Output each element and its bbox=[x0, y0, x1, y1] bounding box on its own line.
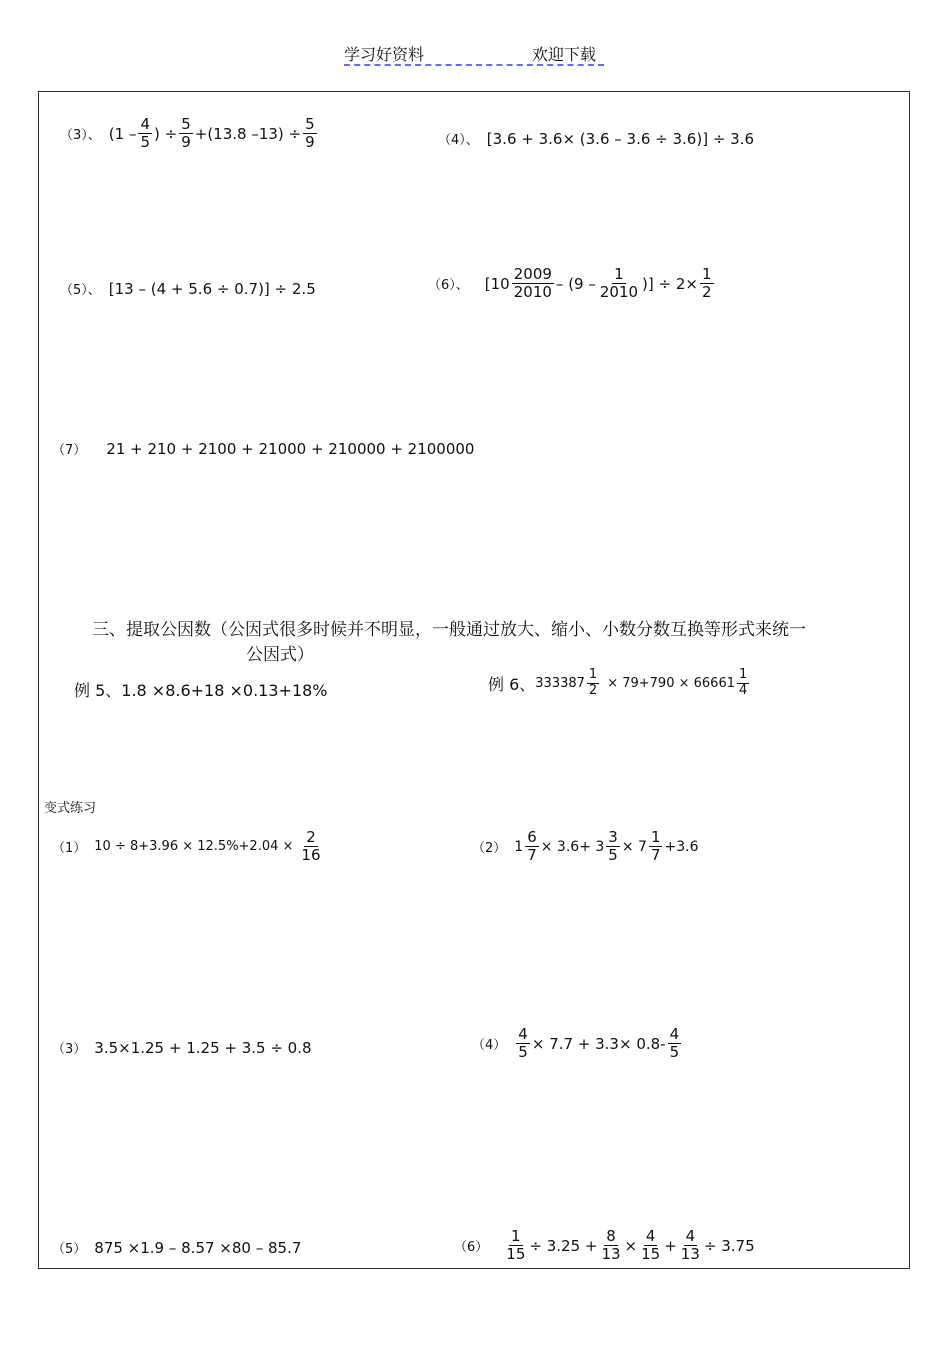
problem-6 bbox=[428, 266, 716, 302]
expr-part: 333387 bbox=[535, 675, 585, 691]
fraction bbox=[504, 1228, 527, 1264]
problem-label: （6）、 bbox=[428, 278, 469, 294]
section-3-title: 三、提取公因数（公因式很多时候并不明显，一般通过放大、缩小、小数分数互换等形式来统一 bbox=[92, 620, 806, 640]
numerator: 2 bbox=[306, 828, 316, 846]
variant-6 bbox=[454, 1228, 755, 1264]
problem-label: （2） bbox=[472, 841, 507, 857]
problem-5 bbox=[60, 279, 316, 298]
fraction bbox=[737, 668, 749, 699]
numerator: 1 bbox=[588, 667, 598, 682]
problem-label: （1） bbox=[52, 841, 87, 857]
fraction bbox=[606, 829, 620, 865]
numerator: 1 bbox=[701, 265, 712, 283]
denominator: 5 bbox=[140, 133, 150, 152]
variant-practice-title: 变式练习 bbox=[44, 801, 97, 816]
section-3-title-cont: 公因式） bbox=[246, 645, 314, 665]
expression: 875 ×1.9 – 8.57 ×80 – 85.7 bbox=[94, 1238, 302, 1257]
expression: [13 – (4 + 5.6 ÷ 0.7)] ÷ 2.5 bbox=[108, 279, 316, 298]
expression: 21 + 210 + 2100 + 21000 + 210000 + 2100000 bbox=[106, 439, 475, 458]
fraction bbox=[639, 1228, 662, 1264]
denominator: 16 bbox=[301, 846, 321, 865]
numerator: 1 bbox=[511, 1227, 521, 1245]
example-6 bbox=[488, 668, 751, 699]
numerator: 4 bbox=[645, 1227, 656, 1245]
numerator: 6 bbox=[527, 828, 537, 846]
fraction bbox=[299, 829, 322, 865]
numerator: 5 bbox=[181, 115, 191, 133]
denominator: 2010 bbox=[513, 283, 552, 302]
expr-part: × 7.7 + 3.3× 0.8- bbox=[531, 1034, 666, 1053]
problem-label: （6） bbox=[454, 1240, 489, 1256]
denominator: 7 bbox=[527, 846, 537, 865]
expr-part: 10 ÷ 8+3.96 × 12.5%+2.04 × bbox=[94, 839, 294, 855]
expr-part: × bbox=[624, 1236, 638, 1255]
variant-2 bbox=[472, 829, 698, 865]
variant-4 bbox=[472, 1026, 683, 1062]
variant-5 bbox=[52, 1238, 301, 1257]
fraction bbox=[598, 266, 640, 302]
fraction bbox=[525, 829, 539, 865]
denominator: 15 bbox=[506, 1245, 526, 1264]
problem-7 bbox=[52, 439, 474, 458]
example-label: 例 6、 bbox=[488, 674, 536, 694]
numerator: 4 bbox=[518, 1025, 528, 1043]
expr-part: × 3.6+ 3 bbox=[540, 838, 605, 855]
expr-part: × 79+790 × 66661 bbox=[607, 675, 735, 691]
expr-part: +3.6 bbox=[664, 838, 699, 855]
fraction bbox=[668, 1026, 682, 1062]
fraction bbox=[138, 116, 152, 152]
expr-part: [10 bbox=[484, 274, 510, 293]
problem-label: （3）、 bbox=[60, 128, 101, 144]
expr-part: )] ÷ 2× bbox=[642, 274, 698, 293]
fraction bbox=[512, 266, 554, 302]
page-header bbox=[344, 42, 604, 66]
problem-3 bbox=[60, 116, 319, 152]
denominator: 2 bbox=[588, 682, 598, 698]
fraction bbox=[649, 829, 663, 865]
numerator: 2009 bbox=[513, 265, 552, 283]
problem-label: （3） bbox=[52, 1042, 87, 1057]
fraction bbox=[587, 668, 599, 699]
fraction bbox=[303, 116, 317, 152]
numerator: 5 bbox=[305, 115, 315, 133]
denominator: 2 bbox=[701, 283, 712, 302]
expr-part: ÷ 3.25 + bbox=[529, 1236, 598, 1255]
expr-part: 1 bbox=[514, 838, 524, 855]
fraction bbox=[700, 266, 714, 302]
expression: [3.6 + 3.6× (3.6 – 3.6 ÷ 3.6)] ÷ 3.6 bbox=[486, 129, 755, 148]
variant-3 bbox=[52, 1038, 312, 1057]
numerator: 4 bbox=[140, 115, 150, 133]
denominator: 15 bbox=[641, 1245, 661, 1264]
denominator: 5 bbox=[669, 1043, 680, 1062]
numerator: 1 bbox=[739, 667, 748, 682]
denominator: 7 bbox=[650, 846, 661, 865]
expr-part: + bbox=[664, 1236, 677, 1255]
numerator: 3 bbox=[608, 828, 618, 846]
header-left-text: 学习好资料 bbox=[344, 45, 425, 64]
numerator: 1 bbox=[650, 828, 661, 846]
problem-label: （5）、 bbox=[60, 283, 101, 298]
problem-label: （7） bbox=[52, 443, 87, 458]
denominator: 9 bbox=[181, 133, 191, 152]
denominator: 5 bbox=[518, 1043, 528, 1062]
fraction bbox=[516, 1026, 530, 1062]
numerator: 4 bbox=[685, 1227, 696, 1245]
denominator: 5 bbox=[608, 846, 618, 865]
problem-label: （5） bbox=[52, 1242, 87, 1257]
denominator: 2010 bbox=[599, 283, 639, 302]
header-right-text: 欢迎下载 bbox=[532, 45, 597, 64]
expr-part: × 7 bbox=[621, 838, 647, 855]
numerator: 1 bbox=[614, 265, 624, 283]
variant-1 bbox=[52, 829, 325, 865]
denominator: 4 bbox=[739, 682, 748, 698]
expr-part: ÷ 3.75 bbox=[703, 1236, 755, 1255]
problem-label: （4）、 bbox=[438, 133, 479, 148]
expression: 3.5×1.25 + 1.25 + 3.5 ÷ 0.8 bbox=[94, 1038, 312, 1057]
problem-label: （4） bbox=[472, 1038, 507, 1054]
numerator: 4 bbox=[669, 1025, 680, 1043]
fraction bbox=[599, 1228, 622, 1264]
denominator: 13 bbox=[680, 1245, 700, 1264]
fraction bbox=[179, 116, 193, 152]
expression: 例 5、1.8 ×8.6+18 ×0.13+18% bbox=[74, 681, 328, 700]
expr-part: +(13.8 –13) ÷ bbox=[194, 124, 302, 143]
expr-part: ) ÷ bbox=[154, 124, 178, 143]
numerator: 8 bbox=[606, 1227, 616, 1245]
denominator: 9 bbox=[305, 133, 315, 152]
denominator: 13 bbox=[601, 1245, 621, 1264]
expr-part: (1 – bbox=[108, 124, 137, 143]
fraction bbox=[679, 1228, 702, 1264]
problem-4 bbox=[438, 129, 754, 148]
example-5 bbox=[74, 678, 328, 701]
expr-part: – (9 – bbox=[555, 274, 596, 293]
